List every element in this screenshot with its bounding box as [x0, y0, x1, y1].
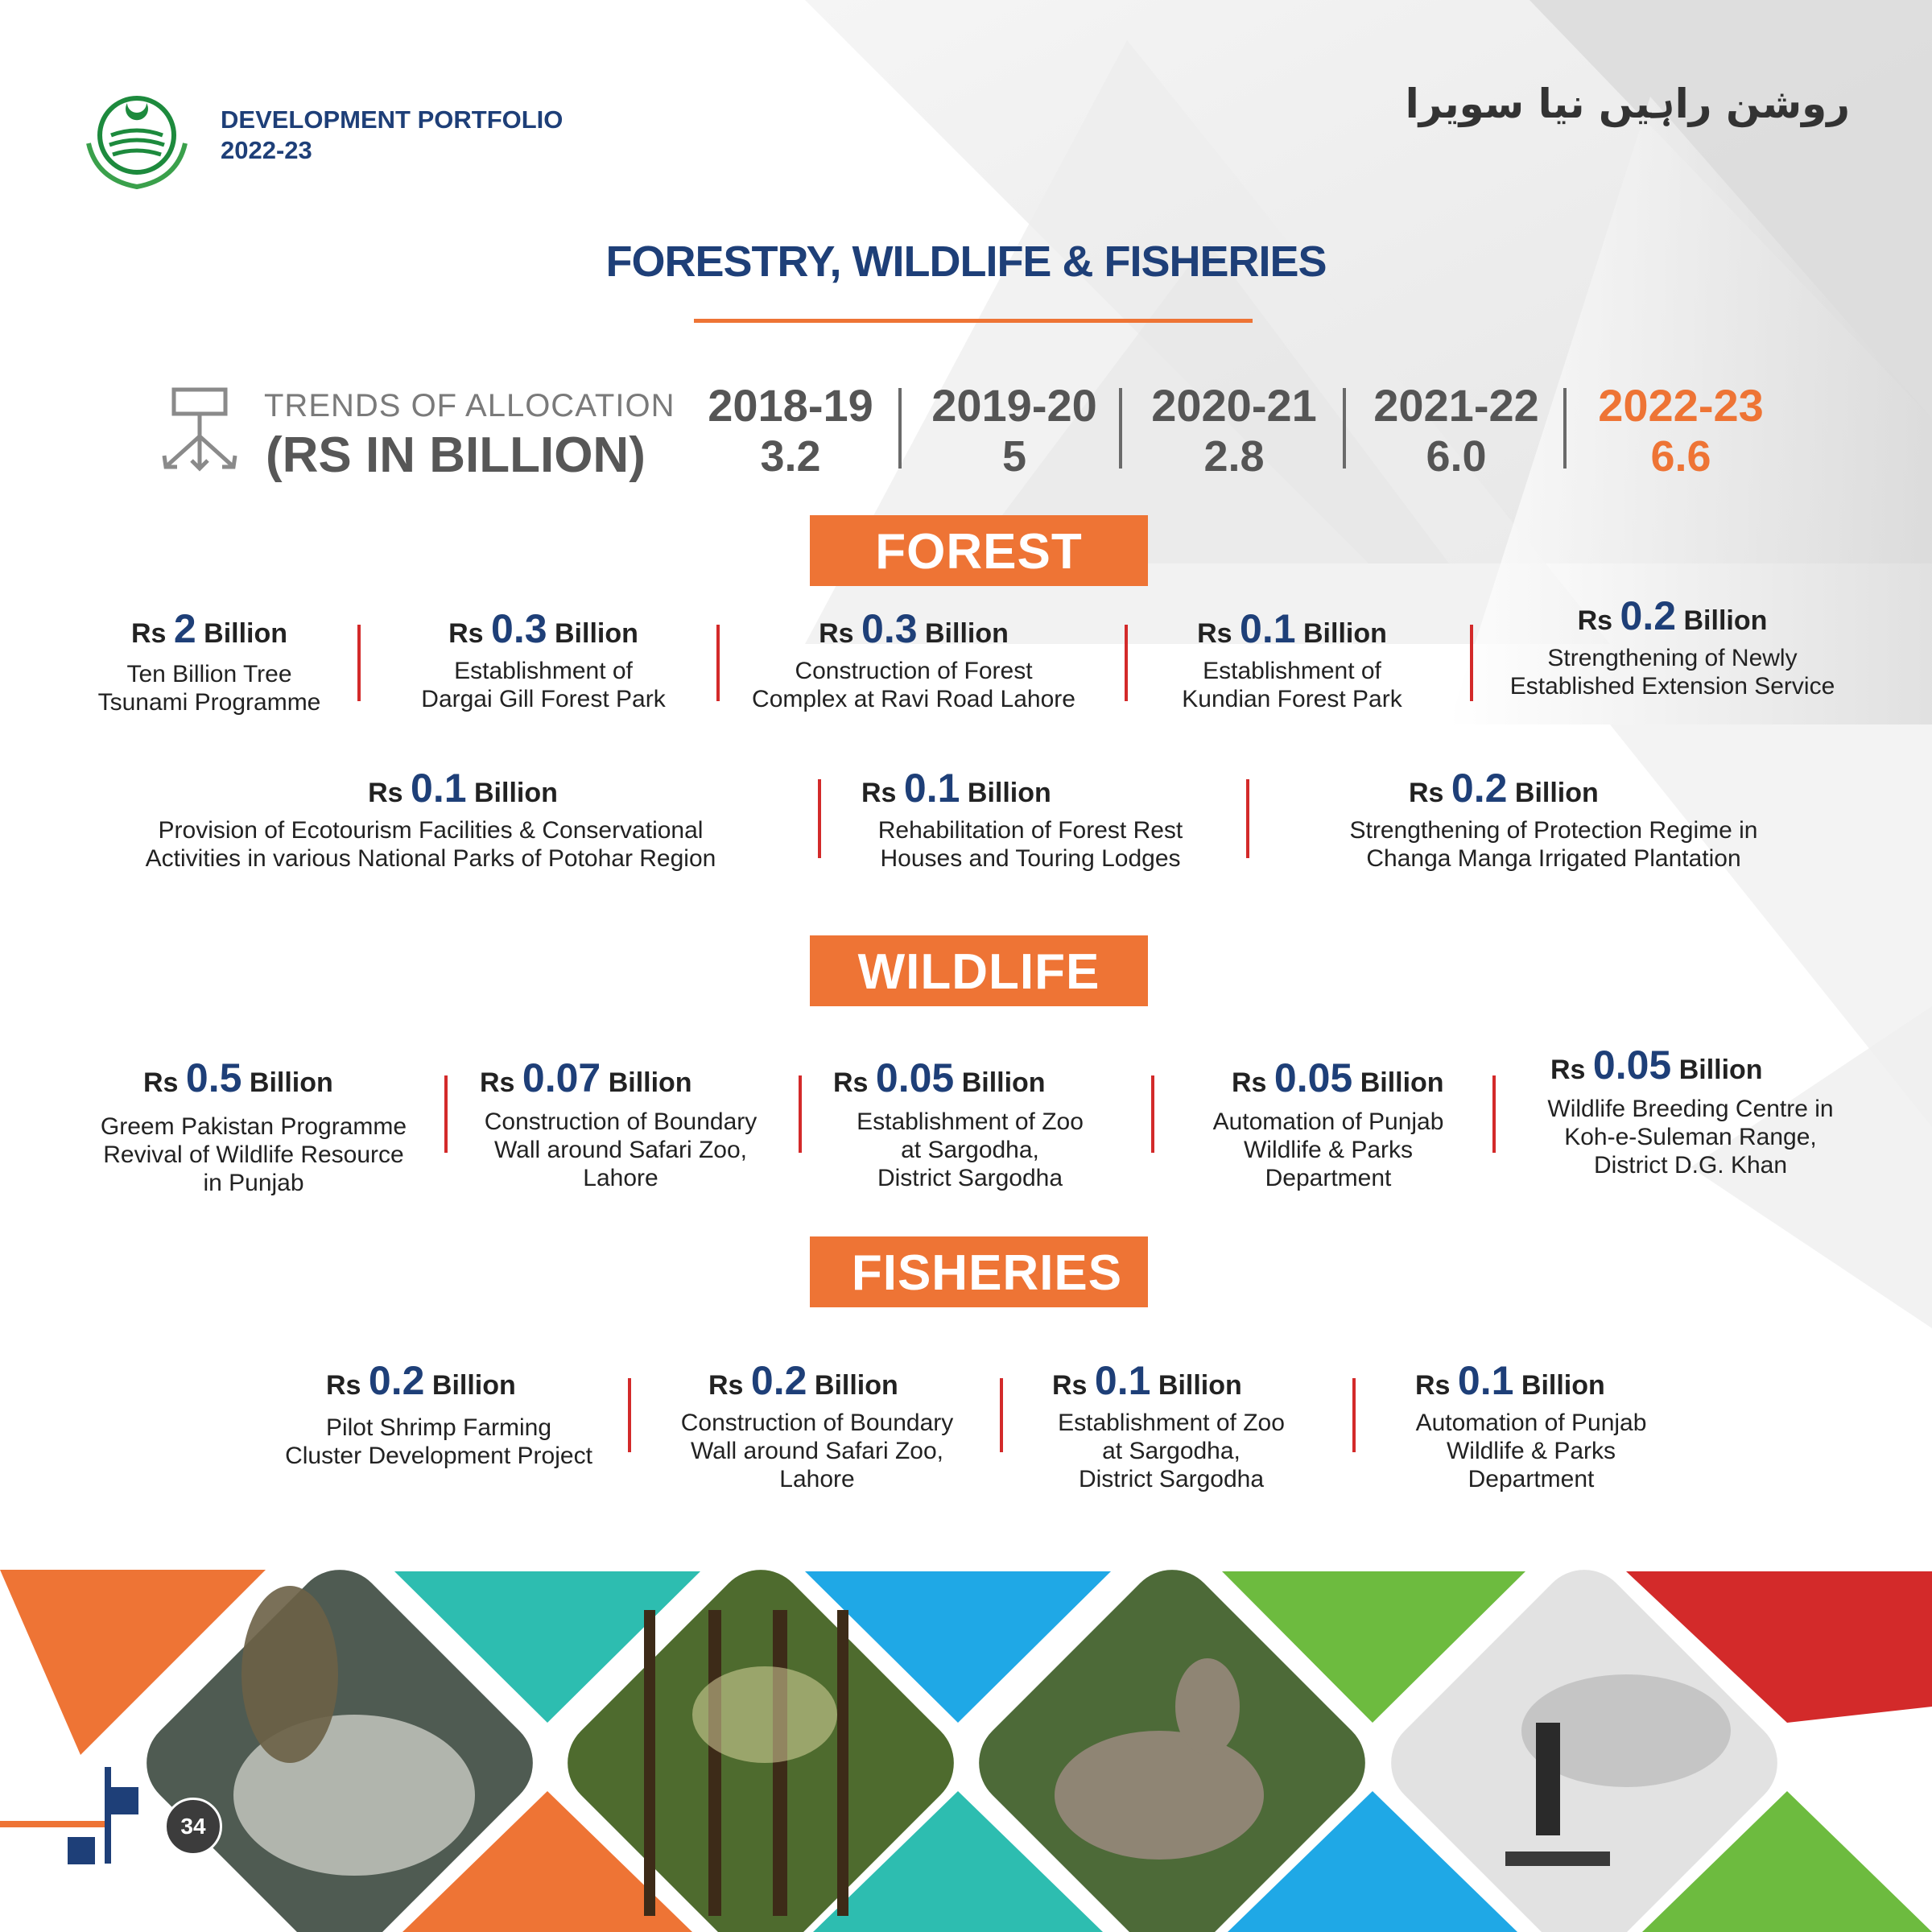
desc-line: Tsunami Programme [97, 689, 321, 716]
desc-line: Establishment of [454, 658, 633, 684]
item-divider [1125, 625, 1128, 701]
desc-line: District Sargodha [877, 1165, 1063, 1191]
amount: 0.2 [1620, 593, 1677, 638]
forest-item-5 [1473, 592, 1872, 700]
desc-line: at Sargodha, [1102, 1438, 1241, 1464]
page-title: FORESTRY, WILDLIFE & FISHERIES [605, 237, 1327, 286]
desc-line: Greem Pakistan Programme [100, 1113, 407, 1140]
unit: Billion [249, 1067, 333, 1098]
forest-item-4 [1143, 605, 1441, 713]
forest-item-2 [378, 605, 708, 713]
trend-divider [1343, 388, 1346, 469]
desc-line: Wildlife Breeding Centre in [1547, 1096, 1834, 1122]
currency: Rs [1550, 1055, 1586, 1085]
unit: Billion [1521, 1370, 1605, 1401]
desc-line: Construction of Boundary [484, 1108, 758, 1135]
wildlife-item-5 [1513, 1042, 1868, 1179]
amount: 0.1 [411, 766, 467, 811]
unit: Billion [1514, 778, 1599, 808]
desc-line: District D.G. Khan [1593, 1152, 1788, 1179]
amount: 0.05 [1592, 1042, 1672, 1088]
desc-line: Complex at Ravi Road Lahore [752, 686, 1075, 712]
item-divider [1246, 779, 1249, 858]
amount: 0.2 [1451, 766, 1508, 811]
desc-line: Construction of Forest [795, 658, 1033, 684]
portfolio-line-2: 2022-23 [221, 136, 312, 164]
item-divider [357, 625, 361, 701]
flowchart-icon [161, 386, 238, 472]
unit: Billion [474, 778, 558, 808]
desc-line: Automation of Punjab [1415, 1410, 1647, 1436]
trend-divider [898, 388, 902, 469]
desc-line: Establishment of [1203, 658, 1381, 684]
desc-line: District Sargodha [1078, 1466, 1265, 1492]
amount: 0.5 [185, 1055, 242, 1100]
desc-line: Automation of Punjab [1212, 1108, 1444, 1135]
currency: Rs [833, 1067, 869, 1098]
urdu-tagline: روشن راہیں نیا سویرا [1405, 80, 1850, 127]
wildlife-item-4 [1175, 1055, 1481, 1192]
currency: Rs [1415, 1370, 1451, 1401]
item-divider [628, 1378, 631, 1452]
desc-line: Houses and Touring Lodges [880, 845, 1181, 872]
currency: Rs [326, 1370, 361, 1401]
desc-line: Ten Billion Tree [126, 661, 292, 687]
item-divider [1151, 1075, 1154, 1153]
desc-line: Dargai Gill Forest Park [421, 686, 666, 712]
item-divider [1352, 1378, 1356, 1452]
currency: Rs [861, 778, 897, 808]
unit: Billion [1683, 605, 1768, 636]
currency: Rs [1577, 605, 1613, 636]
desc-line: Strengthening of Protection Regime in [1349, 817, 1758, 844]
wildlife-item-3 [817, 1055, 1123, 1192]
desc-line: Lahore [583, 1165, 658, 1191]
amount: 0.05 [875, 1055, 955, 1100]
trend-year-2018-19 [702, 380, 879, 481]
unit: Billion [1360, 1067, 1444, 1098]
page-number: 34 [164, 1798, 222, 1856]
trend-year-2019-20 [926, 380, 1103, 481]
forest-item-7 [837, 765, 1224, 873]
forest-item-3 [729, 605, 1099, 713]
amount: 2 [173, 606, 196, 651]
currency: Rs [480, 1067, 515, 1098]
currency: Rs [143, 1067, 179, 1098]
wildlife-item-1 [72, 1055, 435, 1197]
unit: Billion [814, 1370, 898, 1401]
desc-line: Department [1468, 1466, 1595, 1492]
title-underline [694, 319, 1253, 323]
trend-year-2022-23 [1592, 380, 1769, 481]
year-label: 2021-22 [1373, 380, 1539, 431]
currency: Rs [819, 618, 854, 649]
desc-line: Wall around Safari Zoo, [493, 1137, 748, 1163]
desc-line: Department [1265, 1165, 1392, 1191]
desc-line: Wildlife & Parks [1446, 1438, 1616, 1464]
year-value: 6.6 [1650, 432, 1711, 481]
desc-line: Activities in various National Parks of Potohar Region [145, 845, 716, 872]
unit: Billion [555, 618, 638, 649]
unit: Billion [967, 778, 1051, 808]
portfolio-title [221, 105, 563, 166]
currency: Rs [1409, 778, 1444, 808]
amount: 0.2 [750, 1358, 807, 1403]
year-label: 2018-19 [708, 380, 873, 431]
currency: Rs [130, 618, 167, 649]
desc-line: Revival of Wildlife Resource [103, 1141, 404, 1168]
unit: Billion [1158, 1370, 1242, 1401]
currency: Rs [1232, 1067, 1267, 1098]
amount: 0.3 [491, 606, 547, 651]
currency: Rs [1197, 618, 1232, 649]
currency: Rs [448, 618, 484, 649]
section-wildlife-header: WILDLIFE [810, 935, 1148, 1006]
amount: 0.1 [903, 766, 960, 811]
amount: 0.3 [861, 606, 918, 651]
year-value: 5 [1001, 432, 1027, 481]
section-fisheries-header: FISHERIES [810, 1236, 1148, 1307]
desc-line: Pilot Shrimp Farming [325, 1414, 552, 1441]
section-forest-header: FOREST [810, 515, 1148, 586]
unit: Billion [608, 1067, 692, 1098]
desc-line: Establishment of Zoo [1058, 1410, 1285, 1436]
year-label: 2020-21 [1151, 380, 1317, 431]
amount: 0.1 [1457, 1358, 1514, 1403]
desc-line: Provision of Ecotourism Facilities & Conservational [158, 817, 704, 844]
desc-line: Changa Manga Irrigated Plantation [1366, 845, 1741, 872]
desc-line: Rehabilitation of Forest Rest [877, 817, 1183, 844]
desc-line: in Punjab [203, 1170, 304, 1196]
currency: Rs [708, 1370, 744, 1401]
amount: 0.1 [1240, 606, 1296, 651]
amount: 0.2 [368, 1358, 425, 1403]
unit: Billion [1678, 1055, 1763, 1085]
amount: 0.1 [1094, 1358, 1151, 1403]
forest-item-1 [48, 605, 370, 716]
unit: Billion [1303, 618, 1387, 649]
desc-line: Established Extension Service [1509, 673, 1835, 700]
portfolio-line-1: DEVELOPMENT PORTFOLIO [221, 105, 564, 134]
fisheries-item-3 [1018, 1357, 1324, 1493]
currency: Rs [1052, 1370, 1088, 1401]
desc-line: Construction of Boundary [680, 1410, 954, 1436]
year-label: 2022-23 [1598, 380, 1764, 431]
item-divider [1000, 1378, 1003, 1452]
trend-divider [1119, 388, 1122, 469]
trend-divider [1563, 388, 1567, 469]
unit: Billion [961, 1067, 1046, 1098]
unit: Billion [204, 618, 288, 649]
item-divider [716, 625, 720, 701]
fisheries-item-2 [656, 1357, 978, 1493]
forest-item-6 [137, 765, 789, 873]
desc-line: Lahore [779, 1466, 855, 1492]
year-value: 6.0 [1426, 432, 1487, 481]
item-divider [444, 1075, 448, 1153]
desc-line: Wall around Safari Zoo, [690, 1438, 944, 1464]
wildlife-item-2 [456, 1055, 786, 1192]
unit: Billion [925, 618, 1009, 649]
desc-line: Wildlife & Parks [1243, 1137, 1414, 1163]
year-value: 3.2 [760, 432, 821, 481]
year-value: 2.8 [1203, 432, 1265, 481]
punjab-logo [80, 79, 193, 192]
amount: 0.07 [522, 1055, 601, 1100]
trend-label: TRENDS OF ALLOCATION [264, 388, 675, 423]
desc-line: Establishment of Zoo [857, 1108, 1084, 1135]
desc-line: at Sargodha, [901, 1137, 1039, 1163]
trend-unit: (RS IN BILLION) [266, 427, 646, 483]
unit: Billion [431, 1370, 516, 1401]
desc-line: Koh-e-Suleman Range, [1564, 1124, 1817, 1150]
desc-line: Cluster Development Project [285, 1443, 592, 1469]
desc-line: Strengthening of Newly [1547, 645, 1798, 671]
desc-line: Kundian Forest Park [1182, 686, 1402, 712]
trend-year-2021-22 [1368, 380, 1545, 481]
currency: Rs [368, 778, 403, 808]
fisheries-item-1 [258, 1357, 620, 1470]
item-divider [1492, 1075, 1496, 1153]
amount: 0.05 [1274, 1055, 1353, 1100]
year-label: 2019-20 [931, 380, 1097, 431]
forest-item-8 [1272, 765, 1835, 873]
item-divider [799, 1075, 802, 1153]
item-divider [818, 779, 821, 858]
fisheries-item-4 [1378, 1357, 1684, 1493]
trend-year-2020-21 [1146, 380, 1323, 481]
